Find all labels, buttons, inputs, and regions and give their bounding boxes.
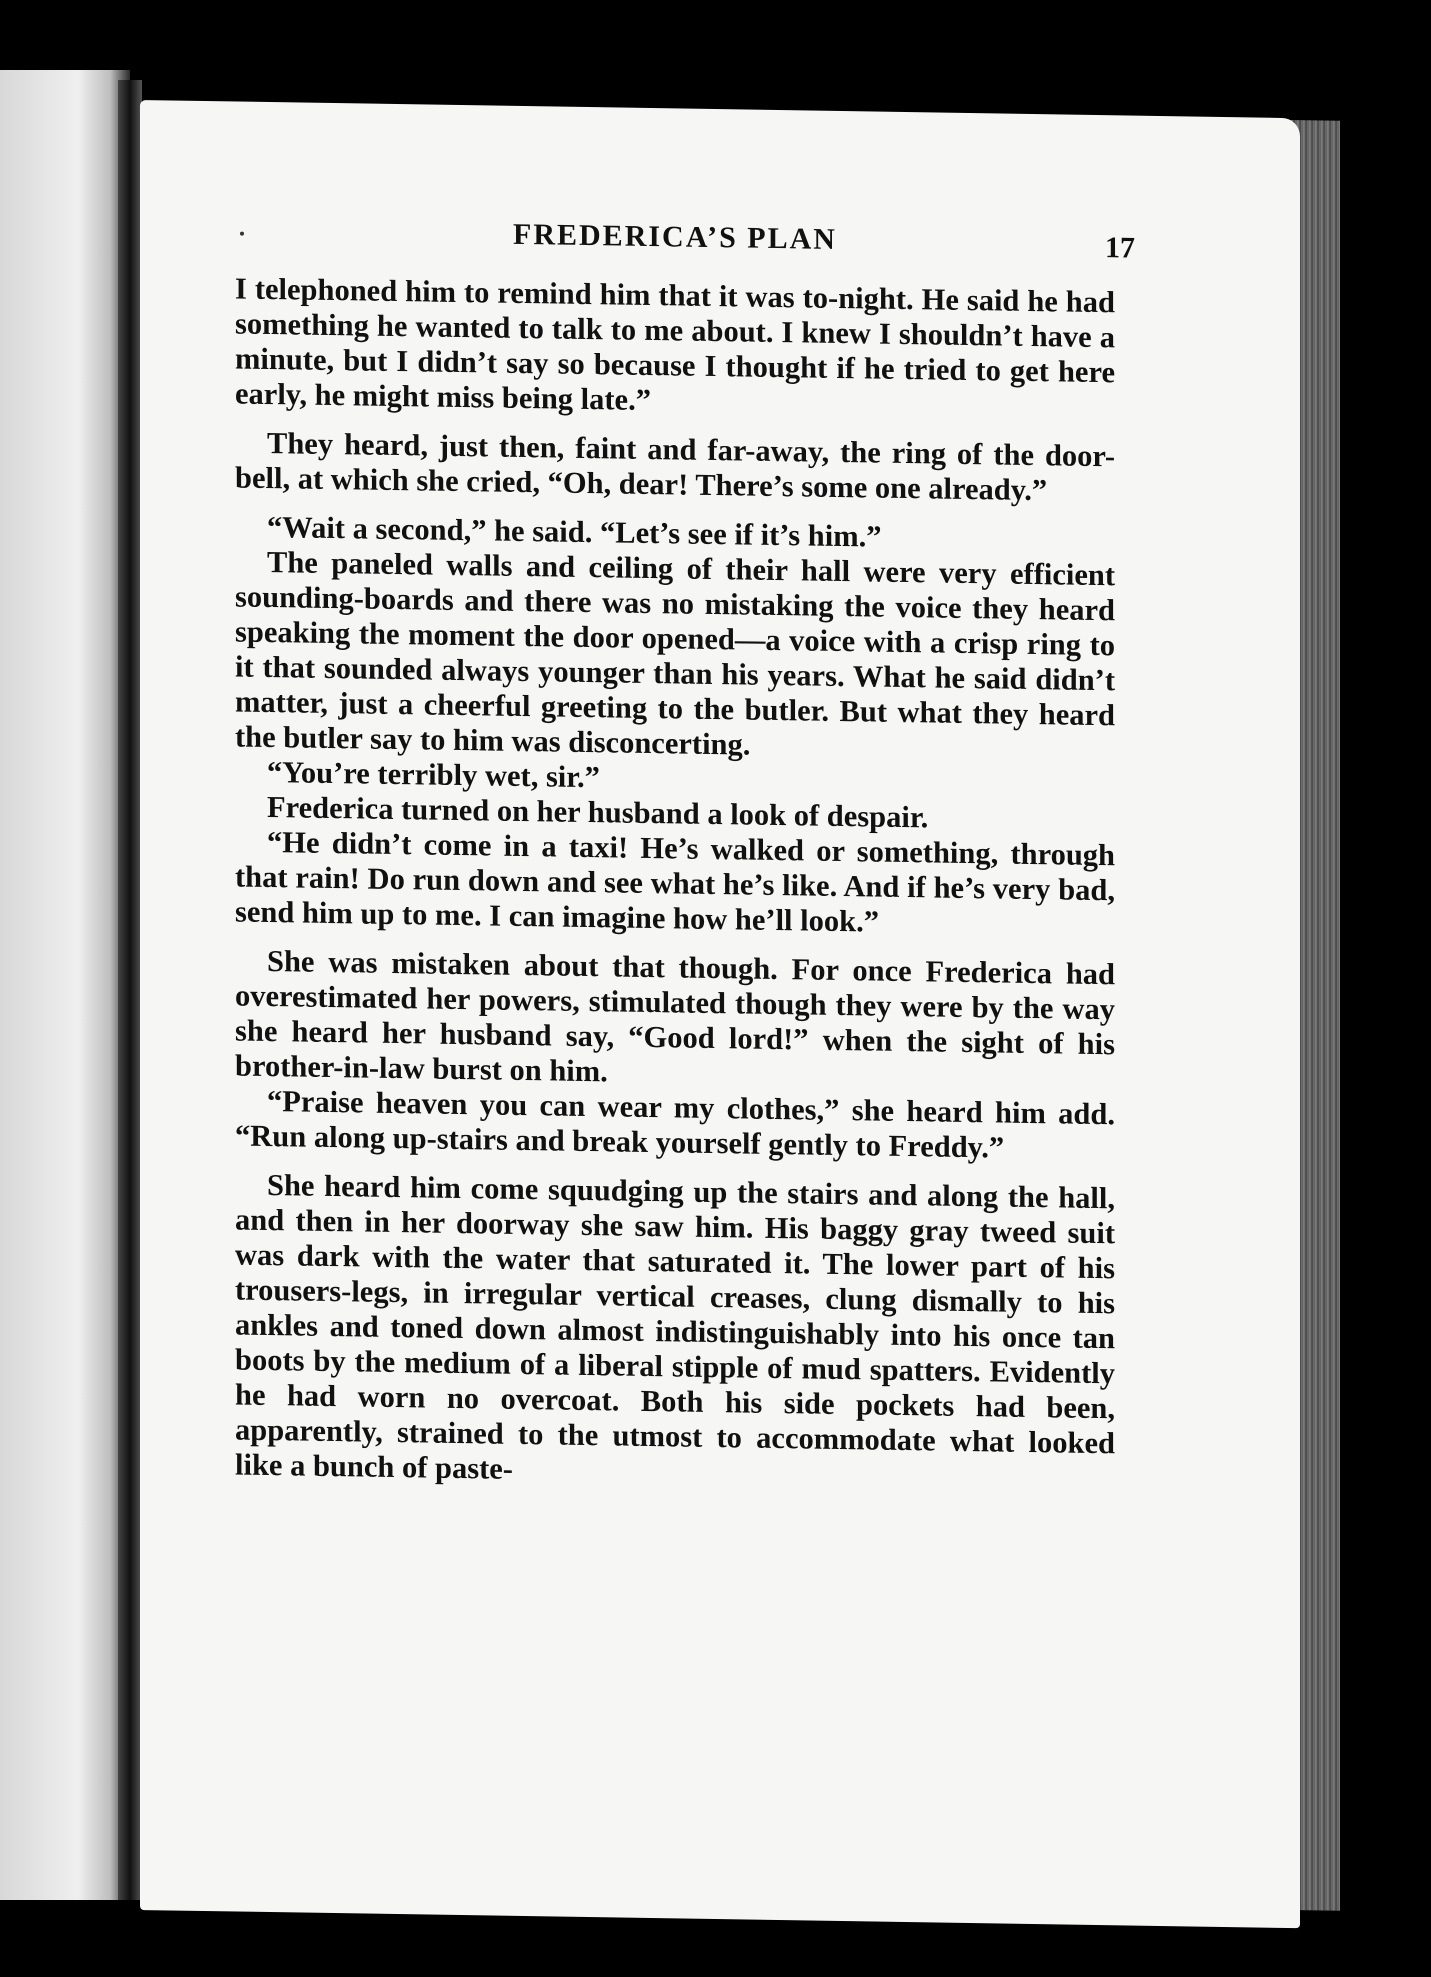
page-content (235, 211, 1135, 1496)
paragraph: They heard, just then, faint and far-away, the ring of the door-bell, at which she cried, “Oh, dear! There’s some one already.” (235, 425, 1115, 508)
paragraph: The paneled walls and ceiling of their hall were very efficient sounding-boards and there was no mistaking the voice they heard speaking the moment the door opened—a voice with a crisp ring to it that sounded always younger than his years. What he said didn’t matter, just a cheerful greeting to the butler. But what they heard the butler say to him was disconcerting. (235, 544, 1115, 762)
running-head: FREDERICA’S PLAN (513, 217, 837, 256)
paragraph: “Wait a second,” he said. “Let’s see if it’s him.” (267, 509, 882, 554)
book-page (140, 100, 1300, 1928)
page-number: 17 (1105, 231, 1135, 265)
paragraph: “You’re terribly wet, sir.” (267, 754, 600, 795)
book-gutter (118, 80, 142, 1900)
paragraph: She was mistaken about that though. For once Frederica had overestimated her powers, stimulated though they were by the way she heard her husband say, “Good lord!” when the sight of his brother-in-law burst on him. (235, 943, 1115, 1089)
paragraph: “Praise heaven you can wear my clothes,” she heard him add. “Run along up-stairs and break yourself gently to Freddy.” (235, 1083, 1115, 1165)
paragraph: “He didn’t come in a taxi! He’s walked or something, through that rain! Do run down and see what he’s like. And if he’s very bad, send him up to me. I can imagine how he’ll look.” (235, 824, 1115, 939)
paragraph: She heard him come squudging up the stairs and along the hall, and then in her doorway she saw him. His baggy gray tweed suit was dark with the water that saturated it. The lower part of his trousers-legs, in irregular vertical creases, clung dismally to his ankles and toned down almost indistinguishably into his once tan boots by the medium of a liberal stipple of mud spatters. Evidently he had worn no overcoat. Both his side pockets had been, apparently, strained to the utmost to accommodate what looked like a bunch of paste- (235, 1167, 1115, 1486)
paragraph: I telephoned him to remind him that it was to-night. He said he had something he wanted to talk to me about. I knew I shouldn’t have a minute, but I didn’t say so because I thought if he tried to get here early, he might miss being late.” (235, 271, 1115, 418)
left-page-edge (0, 70, 130, 1900)
paragraph: Frederica turned on her husband a look of despair. (267, 789, 929, 835)
